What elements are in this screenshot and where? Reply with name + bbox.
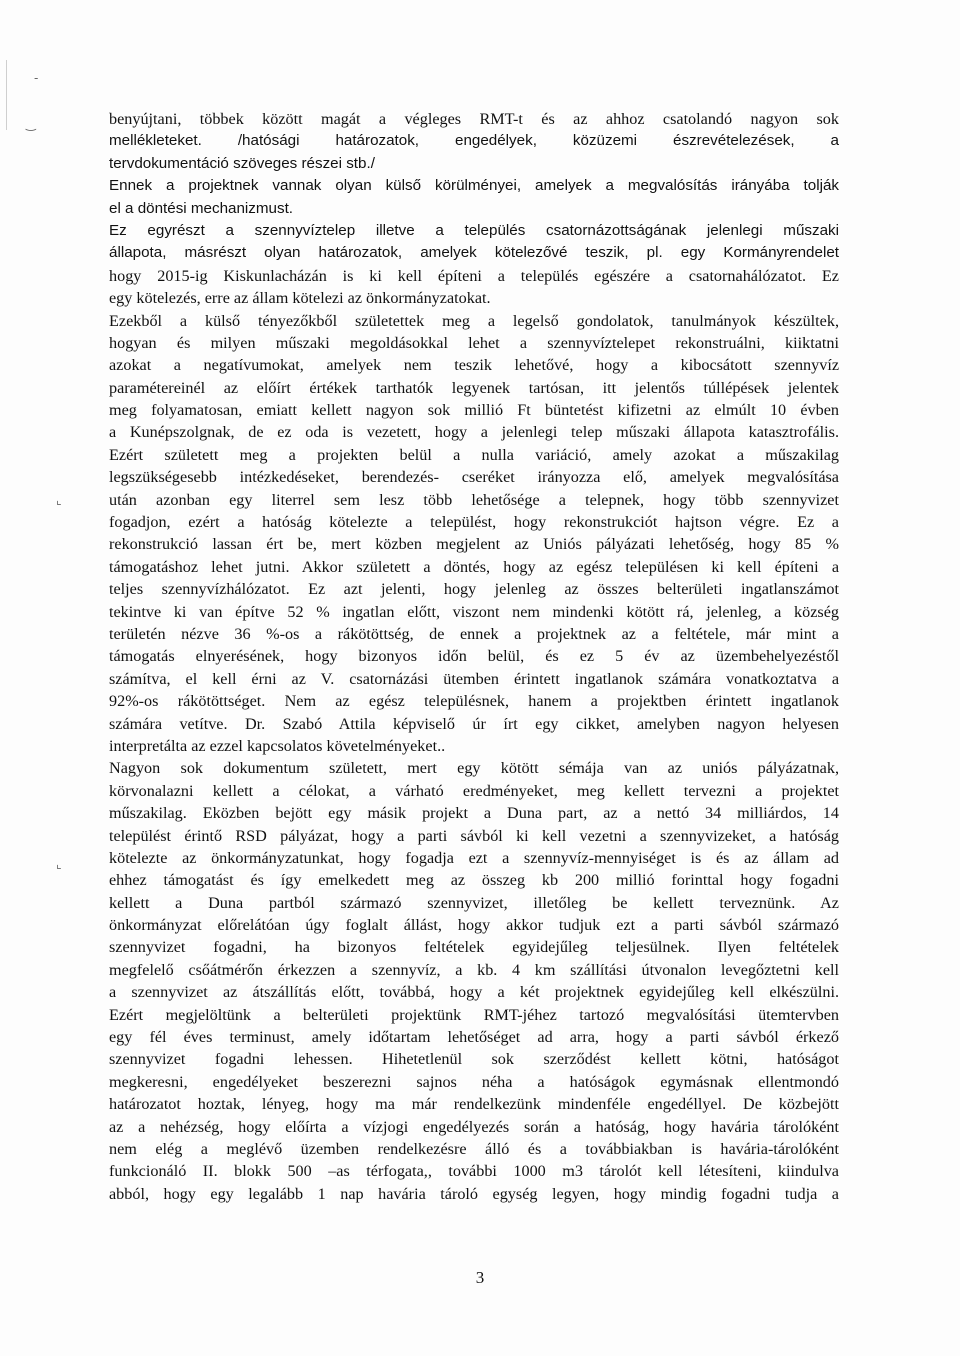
text-line: támogatás elnyerésének, hogy bizonyos időn belül, és ez 5 év az üzembehelyezéstől xyxy=(109,647,839,666)
text-line: ehhez támogatást és így emelkedett meg az összeg kb 200 millió forinttal hogy fogadni xyxy=(109,871,839,890)
text-line: el a döntési mechanizmust. xyxy=(109,199,294,217)
text-line: Nagyon sok dokumentum született, mert egy kötött sémája van az uniós pályázatnak, xyxy=(109,759,839,778)
text-line: állapota, másrészt olyan határozatok, amelyek kötelezővé teszik, pl. egy Kormányrendelet xyxy=(109,244,839,262)
text-line: Ezért megjelöltünk a belterületi projektünk RMT-jéhez tartozó megvalósítási ütemtervben xyxy=(109,1005,839,1024)
text-line: számítva, el kell érni az V. csatornázási ütemben érintett ingatlanok számára vonatkoztatva a xyxy=(109,669,839,688)
text-line: támogatáshoz lehet jutni. Akkor született a döntés, hogy az egész településen ki kell építeni a xyxy=(109,557,839,576)
scan-edge-line xyxy=(6,60,7,130)
text-line: teljes szennyvízhálózatot. Ez azt jelenti, hogy jelenleg az összes belterületi ingatlanszámot xyxy=(109,580,839,599)
text-line: egy kötelezés, erre az állam kötelezi az önkormányzatokat. xyxy=(109,289,491,308)
text-line: határozatot hoztak, lényeg, hogy ma már rendelkezünk mindenféle engedéllyel. De közbejött xyxy=(109,1095,839,1114)
text-line: számára vetítve. Dr. Szabó Attila képviselő úr írt egy cikket, amelyben nagyon helyesen xyxy=(109,714,839,733)
text-line: tekintve ki van építve 52 % ingatlan előtt, viszont nem mindenki kötött rá, jelenleg, a község xyxy=(109,602,839,621)
text-line: azokat a negatívumokat, amelyek nem teszik lehetővé, hogy a kibocsátott szennyvíz xyxy=(109,356,839,375)
text-line: a szennyvizet az átszállítás előtt, továbbá, hogy a két projektnek egyidejűleg kell elkészülni. xyxy=(109,983,839,1002)
text-line: műszakilag. Eközben bejött egy másik projekt a Duna part, az a nettó 34 milliárdos, 14 xyxy=(109,804,839,823)
scan-artifact-mark: ⌞ xyxy=(56,493,62,507)
text-line: abból, hogy egy legalább 1 nap havária tároló egység legyen, hogy mindig fogadni tudja a xyxy=(109,1184,839,1203)
text-line: funkcionáló II. blokk 500 –as térfogata,, további 1000 m3 tárolót kell létesíteni, kiindulva xyxy=(109,1162,839,1181)
document-body xyxy=(109,108,839,1205)
text-line: megfelelő csőátmérőn érkezzen a szennyvíz, a kb. 4 km szállítási útvonalon levegőztetni kell xyxy=(109,960,839,979)
text-line: hogy 2015-ig Kiskunlacházán is ki kell építeni a település egészére a csatornahálózatot. Ez xyxy=(109,266,839,285)
scan-artifact-mark: ⌞ xyxy=(56,857,62,871)
text-line: önkormányzat előrelátóan úgy foglalt állást, hogy akkor tudjuk ezt a parti sávból származó xyxy=(109,916,839,935)
text-line: Ennek a projektnek vannak olyan külső körülményei, amelyek a megvalósítás irányába tolják xyxy=(109,177,839,195)
text-line: az a nehézség, hogy előírta a vízjogi engedélyezés során a hatóság, hogy havária tárolóként xyxy=(109,1117,839,1136)
text-line: paramétereinél az előírt értékek tarthatók legyenek tartósan, itt jelentős túllépések jelentek xyxy=(109,378,839,397)
page-number: 3 xyxy=(475,1268,485,1287)
text-line: megkeresni, engedélyeket beszerezni sajnos néha a hatóságok egymásnak ellentmondó xyxy=(109,1072,839,1091)
text-line: fogadjon, ezért a hatóság kötelezte a települést, hogy rekonstrukciót hajtson végre. Ez a xyxy=(109,513,839,532)
text-line: egy fél éves terminust, amely időtartam lehetőséget ad arra, hogy a parti sávból érkező xyxy=(109,1028,839,1047)
text-line: nem elég a meglévő üzemben rendelkezésre álló és a továbbiakban is havária-tárolóként xyxy=(109,1139,839,1158)
text-line: legszükségesebb intézkedéseket, berendezés- cseréket irányozza elő, amelyek megvalósítása xyxy=(109,468,839,487)
text-line: 92%-os rákötöttséget. Nem az egész településnek, hanem a projektben érintett ingatlanok xyxy=(109,692,839,711)
text-line: szennyvizet fogadni, ha bizonyos feltételek egyidejűleg teljesülnek. Ilyen feltételek xyxy=(109,938,839,957)
text-line: mellékleteket. /hatósági határozatok, engedélyek, közüzemi észrevételezések, a xyxy=(109,132,839,150)
text-line: Ezekből a külső tényezőkből születettek meg a legelső gondolatok, tanulmányok készültek, xyxy=(109,311,839,330)
text-line: kellett a Duna partból származó szennyvizet, illetőleg be kellett terveznünk. Az xyxy=(109,893,839,912)
text-line: után azonban egy literrel sem lesz több lehetősége a telepnek, hogy több szennyvizet xyxy=(109,490,839,509)
text-line: Ez egyrészt a szennyvíztelep illetve a település csatornázottságának jelenlegi műszaki xyxy=(109,221,839,239)
text-line: körvonalazni kellett a célokat, a várható eredményeket, meg kellett tervezni a projektet xyxy=(109,781,839,800)
text-line: hogyan és milyen műszaki megoldásokkal lehet a szennyvíztelepet rekonstruálni, kiiktatni xyxy=(109,333,839,352)
text-line: benyújtani, többek között magát a végleges RMT-t és az ahhoz csatolandó nagyon sok xyxy=(109,110,839,128)
text-line: meg folyamatosan, emiatt kellett nagyon sok millió Ft büntetést kifizetni az elmúlt 10 évben xyxy=(109,401,839,420)
scan-artifact-mark: ‿ xyxy=(26,117,36,131)
text-line: a Kunépszolgnak, de ez oda is vezetett, hogy a jelenlegi telep műszaki állapota katasztrofális. xyxy=(109,423,839,442)
text-line: tervdokumentáció szöveges részei stb./ xyxy=(109,154,375,172)
text-line: Ezért született meg a projekten belül a nulla variáció, amely azokat a műszakilag xyxy=(109,445,839,464)
scan-artifact-mark: - xyxy=(34,71,39,85)
text-line: kötelezte az önkormányzatunkat, hogy fogadja ezt a szennyvíz-mennyiséget is és az állam ad xyxy=(109,848,839,867)
text-line: rekonstrukció lassan ért be, mert közben megjelent az Uniós pályázati lehetőség, hogy 85 % xyxy=(109,535,839,554)
text-line: települést érintő RSD pályázat, hogy a parti sávból ki kell vezetni a szennyvizeket, a hatóság xyxy=(109,826,839,845)
text-line: interpretálta az ezzel kapcsolatos követelményeket.. xyxy=(109,736,446,755)
text-line: szennyvizet fogadni lehessen. Hihetetlenül sok szerződést kellett kötni, hatóságot xyxy=(109,1050,839,1069)
text-line: területén nézve 36 %-os a rákötöttség, de ennek a projektnek az a feltétele, már mint a xyxy=(109,624,839,643)
